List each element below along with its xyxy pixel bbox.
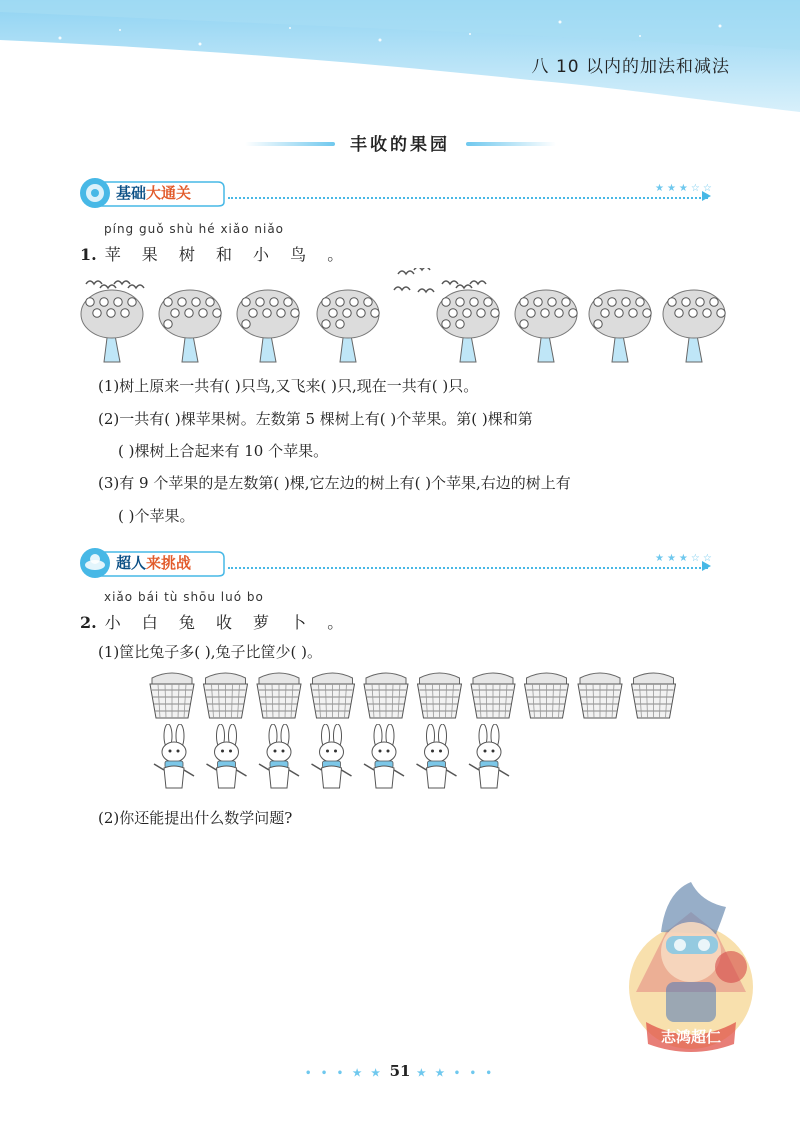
bird [456,285,472,288]
basket [257,673,301,718]
bird [114,281,130,284]
apple [350,298,358,306]
basket [471,673,515,718]
apple-tree [515,290,577,362]
section-divider [228,567,708,569]
q1-line-3: ( )棵树上合起来有 10 个苹果。 [118,442,329,460]
basket [578,673,622,718]
apple [322,298,330,306]
page-number-row [0,1062,800,1080]
apple [594,320,602,328]
apple [263,309,271,317]
apple [114,298,122,306]
apple-trees-figure [80,268,730,368]
apple [643,309,651,317]
rabbit [364,724,404,788]
apple-tree [663,290,725,362]
apple [682,298,690,306]
apple [164,298,172,306]
q1-line-1: (1)树上原来一共有( )只鸟,又飞来( )只,现在一共有( )只。 [98,377,479,395]
apple-tree [589,290,651,362]
apple [541,309,549,317]
q1-pinyin: píng guǒ shù hé xiǎo niǎo [104,222,285,236]
apple [463,309,471,317]
section-badge-challenge [78,546,228,580]
apple [107,309,115,317]
page-title: 丰收的果园 [350,135,450,155]
rabbits-figure [148,724,528,796]
apple [242,298,250,306]
apple [456,320,464,328]
apple [249,309,257,317]
section-divider [228,197,708,199]
flying-bird [418,289,434,292]
q2-title: 2. 小 白 兔 收 萝 卜 。 [80,613,352,632]
page-dots-left-icon: • • • ★ ★ [305,1068,390,1079]
flying-bird [414,268,430,270]
rabbit [154,724,194,788]
apple [520,298,528,306]
q1-line-2: (2)一共有( )棵苹果树。左数第 5 棵树上有( )个苹果。第( )棵和第 [98,410,533,428]
apple [622,298,630,306]
q2-pinyin: xiǎo bái tù shōu luó bo [104,590,264,604]
apple [213,309,221,317]
page-title-block [0,128,800,158]
section-badge-basic [78,176,228,210]
apple [696,298,704,306]
apple [442,298,450,306]
apple [256,298,264,306]
rabbit [207,724,247,788]
apple [86,298,94,306]
flying-birds [394,268,434,292]
mascot-logo [606,872,766,1062]
apple [336,298,344,306]
q2-line-1: (1)筐比兔子多( ),兔子比筐少( )。 [98,643,322,661]
basket [364,673,408,718]
rabbit [417,724,457,788]
apple [206,298,214,306]
apple [594,298,602,306]
apple [703,309,711,317]
basket [204,673,248,718]
apple [548,298,556,306]
apple [277,309,285,317]
stars-icon: ★★★☆☆ [655,183,715,194]
apple-tree [237,290,299,362]
apple [636,298,644,306]
bird [442,281,458,284]
apple [629,309,637,317]
apple [291,309,299,317]
rabbit [259,724,299,788]
apple [178,298,186,306]
q1-line-4: (3)有 9 个苹果的是左数第( )棵,它左边的树上有( )个苹果,右边的树上有 [98,474,571,492]
rabbit [312,724,352,788]
apple [121,309,129,317]
apple [329,309,337,317]
mascot-caption: 志鸿超仁 [660,1028,722,1046]
apple [456,298,464,306]
q1-line-5: ( )个苹果。 [118,507,195,525]
chapter-heading: 八 10 以内的加法和减法 [531,57,730,77]
apple [710,298,718,306]
basket [311,673,355,718]
apple [470,298,478,306]
apple [371,309,379,317]
apple [717,309,725,317]
page-number: 51 [389,1062,411,1080]
apple [171,309,179,317]
apple [336,320,344,328]
apple-tree [437,281,499,362]
flying-bird [394,287,410,290]
page-dots-right-icon: ★ ★ • • • [410,1068,495,1079]
apple [322,320,330,328]
apple [93,309,101,317]
apple [284,298,292,306]
apple [364,298,372,306]
apple [128,298,136,306]
apple [555,309,563,317]
apple [675,309,683,317]
apple [357,309,365,317]
apple [527,309,535,317]
apple [449,309,457,317]
badge-label: 超人来挑战 [116,554,192,572]
bird [86,281,102,284]
apple [520,320,528,328]
apple [343,309,351,317]
q2-line-2: (2)你还能提出什么数学问题? [98,809,293,827]
apple [615,309,623,317]
apple [100,298,108,306]
apple [562,298,570,306]
q1-title: 1. 苹 果 树 和 小 鸟 。 [80,245,352,264]
apple [164,320,172,328]
baskets-figure [148,670,688,722]
apple [199,309,207,317]
apple [185,309,193,317]
bird [128,285,144,288]
apple [689,309,697,317]
basket [632,673,676,718]
apple [192,298,200,306]
apple [477,309,485,317]
apple [608,298,616,306]
apple [491,309,499,317]
flying-bird [398,271,414,274]
apple [601,309,609,317]
stars-icon: ★★★☆☆ [655,553,715,564]
rabbit [469,724,509,788]
basket [150,673,194,718]
apple-tree [317,290,379,362]
bird [100,285,116,288]
apple [668,298,676,306]
apple-tree [81,281,144,362]
bird [470,281,486,284]
apple [484,298,492,306]
apple [270,298,278,306]
apple [569,309,577,317]
apple [242,320,250,328]
apple-tree [159,290,221,362]
basket [418,673,462,718]
badge-label: 基础大通关 [116,184,192,202]
apple [442,320,450,328]
basket [525,673,569,718]
apple [534,298,542,306]
